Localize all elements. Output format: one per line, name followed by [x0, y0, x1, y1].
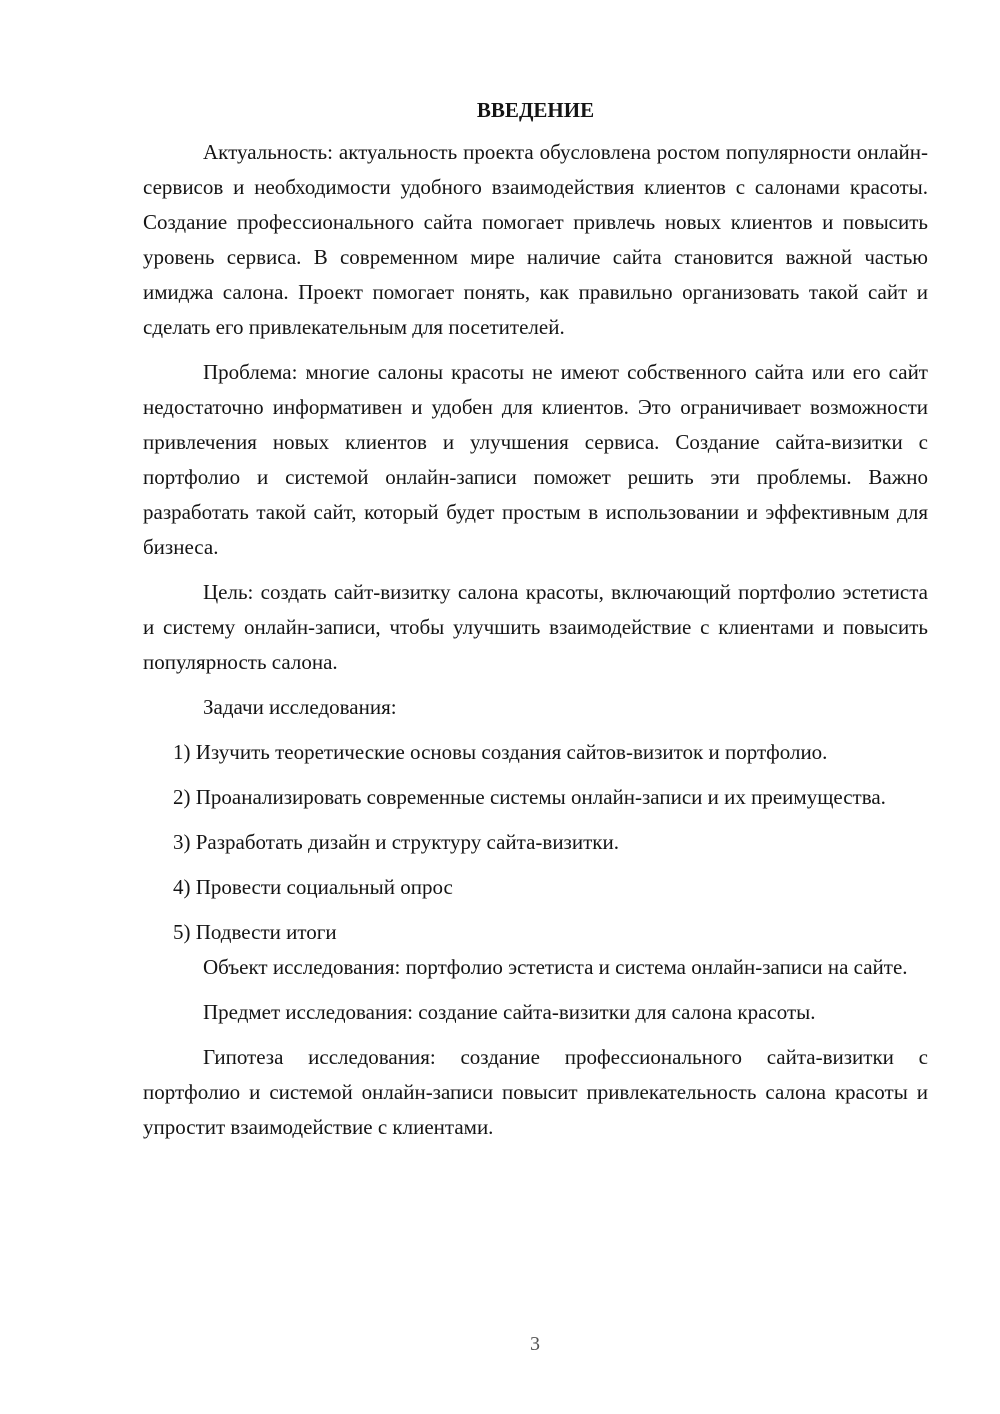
page-number: 3 [530, 1333, 540, 1355]
list-item-task-4: 4) Провести социальный опрос [173, 875, 453, 899]
paragraph-relevance: Актуальность: актуальность проекта обусловлена ростом популярности онлайн-сервисов и необходимости удобного взаимодействия клиентов с салонами красоты. Создание профессионального сайта помогает привлечь новых клиентов и повысить уровень сервиса. В современном мире наличие сайта становится важной частью имиджа салона. Проект помогает понять, как правильно организовать такой сайт и сделать его привлекательным для посетителей. [143, 140, 928, 339]
paragraph-object: Объект исследования: портфолио эстетиста и система онлайн-записи на сайте. [203, 955, 908, 979]
paragraph-tasks-heading: Задачи исследования: [203, 695, 397, 719]
list-item-task-5: 5) Подвести итоги [173, 920, 337, 944]
list-item-task-3: 3) Разработать дизайн и структуру сайта-визитки. [173, 830, 619, 854]
paragraph-problem: Проблема: многие салоны красоты не имеют собственного сайта или его сайт недостаточно информативен и удобен для клиентов. Это ограничивает возможности привлечения новых клиентов и улучшения сервиса. Создание сайта-визитки с портфолио и системой онлайн-записи поможет решить эти проблемы. Важно разработать такой сайт, который будет простым в использовании и эффективным для бизнеса. [143, 360, 928, 559]
paragraph-hypothesis: Гипотеза исследования: создание профессионального сайта-визитки с портфолио и системой онлайн-записи повысит привлекательность салона красоты и упростит взаимодействие с клиентами. [143, 1045, 928, 1139]
document-page [143, 95, 928, 1145]
paragraph-subject: Предмет исследования: создание сайта-визитки для салона красоты. [203, 1000, 816, 1024]
page-title: ВВЕДЕНИЕ [476, 98, 595, 122]
list-item-task-2: 2) Проанализировать современные системы онлайн-записи и их преимущества. [173, 785, 886, 809]
list-item-task-1: 1) Изучить теоретические основы создания сайтов-визиток и портфолио. [173, 740, 828, 764]
paragraph-goal: Цель: создать сайт-визитку салона красоты, включающий портфолио эстетиста и систему онлайн-записи, чтобы улучшить взаимодействие с клиентами и повысить популярность салона. [143, 580, 928, 674]
